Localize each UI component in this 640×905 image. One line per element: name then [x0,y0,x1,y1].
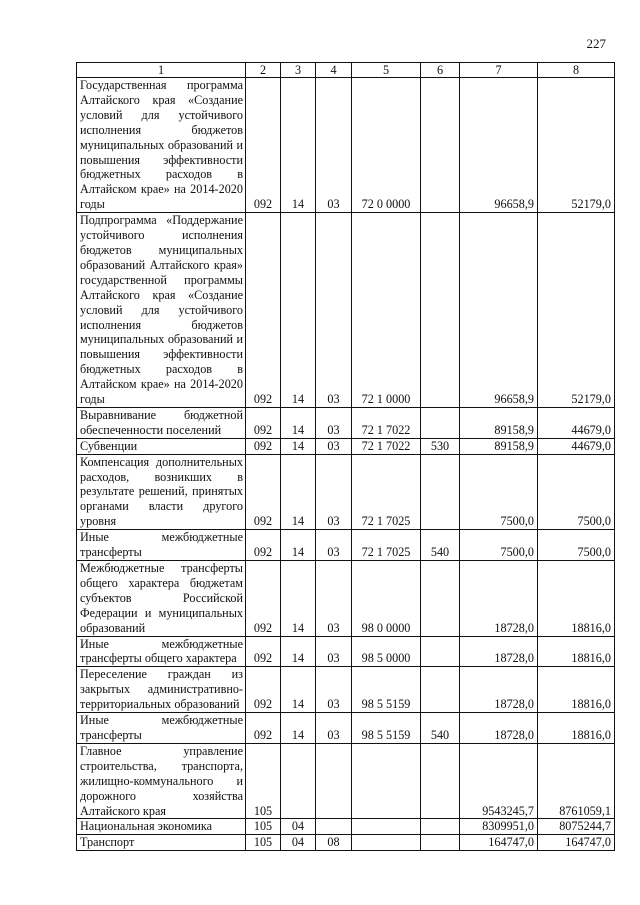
cell-col6 [421,743,460,819]
row-name: Переселение граждан из закрытых административно-территориальных образований [77,667,246,713]
cell-col6 [421,819,460,835]
cell-col6 [421,561,460,637]
table-row [77,667,615,713]
table-row [77,561,615,637]
cell-col5: 98 5 5159 [352,713,421,744]
table-row [77,636,615,667]
row-name: Государственная программа Алтайского края «Создание условий для устойчивого исполнения бюджетов муниципальных образований и повышения эффективности бюджетных расходов в Алтайском крае» на 2014-2020 годы [77,78,246,213]
cell-col2: 105 [246,743,281,819]
row-name: Иные межбюджетные трансферты [77,713,246,744]
cell-col3: 14 [281,530,316,561]
cell-col2: 092 [246,454,281,530]
table-row [77,835,615,851]
cell-col6: 540 [421,530,460,561]
cell-col2: 092 [246,561,281,637]
cell-col7: 89158,9 [460,438,538,454]
cell-col5: 98 0 0000 [352,561,421,637]
row-name: Межбюджетные трансферты общего характера бюджетам субъектов Российской Федерации и муниципальных образований [77,561,246,637]
cell-col8: 7500,0 [538,530,615,561]
cell-col8: 18816,0 [538,636,615,667]
cell-col8: 18816,0 [538,561,615,637]
table-row [77,78,615,213]
cell-col8: 52179,0 [538,213,615,408]
budget-table [76,62,615,851]
cell-col8: 52179,0 [538,78,615,213]
cell-col6 [421,78,460,213]
cell-col3: 14 [281,78,316,213]
cell-col7: 96658,9 [460,213,538,408]
row-name: Иные межбюджетные трансферты общего характера [77,636,246,667]
cell-col7: 89158,9 [460,407,538,438]
column-header: 8 [538,63,615,78]
cell-col6 [421,835,460,851]
cell-col2: 092 [246,213,281,408]
cell-col7: 164747,0 [460,835,538,851]
cell-col5: 72 1 7025 [352,530,421,561]
table-row [77,819,615,835]
cell-col3: 14 [281,713,316,744]
cell-col4: 03 [316,213,352,408]
cell-col6 [421,454,460,530]
column-header: 4 [316,63,352,78]
row-name: Иные межбюджетные трансферты [77,530,246,561]
cell-col8: 7500,0 [538,454,615,530]
cell-col6 [421,213,460,408]
table-row [77,407,615,438]
cell-col3: 14 [281,667,316,713]
cell-col2: 092 [246,667,281,713]
cell-col3: 14 [281,407,316,438]
cell-col5: 72 0 0000 [352,78,421,213]
cell-col2: 105 [246,835,281,851]
cell-col4 [316,743,352,819]
cell-col4: 03 [316,561,352,637]
cell-col4: 03 [316,636,352,667]
table-row [77,530,615,561]
cell-col5: 72 1 0000 [352,213,421,408]
row-name: Транспорт [77,835,246,851]
cell-col8: 44679,0 [538,407,615,438]
cell-col3: 14 [281,213,316,408]
column-header: 1 [77,63,246,78]
cell-col7: 8309951,0 [460,819,538,835]
table-row [77,713,615,744]
page-number: 227 [586,36,606,51]
cell-col5: 72 1 7022 [352,438,421,454]
cell-col8: 8761059,1 [538,743,615,819]
column-header: 6 [421,63,460,78]
cell-col6: 530 [421,438,460,454]
cell-col6 [421,667,460,713]
column-header: 7 [460,63,538,78]
cell-col2: 105 [246,819,281,835]
column-header: 2 [246,63,281,78]
row-name: Главное управление строительства, транспорта, жилищно-коммунального и дорожного хозяйства Алтайского края [77,743,246,819]
table-row [77,454,615,530]
header-row [77,63,615,78]
cell-col4: 03 [316,78,352,213]
cell-col2: 092 [246,438,281,454]
cell-col7: 96658,9 [460,78,538,213]
cell-col8: 8075244,7 [538,819,615,835]
cell-col7: 18728,0 [460,667,538,713]
cell-col4: 03 [316,713,352,744]
cell-col5: 72 1 7025 [352,454,421,530]
cell-col7: 9543245,7 [460,743,538,819]
cell-col4: 03 [316,407,352,438]
cell-col2: 092 [246,636,281,667]
cell-col2: 092 [246,78,281,213]
cell-col3 [281,743,316,819]
cell-col5 [352,835,421,851]
cell-col4: 03 [316,438,352,454]
cell-col4: 03 [316,667,352,713]
row-name: Субвенции [77,438,246,454]
cell-col2: 092 [246,407,281,438]
cell-col5 [352,819,421,835]
row-name: Компенсация дополнительных расходов, возникших в результате решений, принятых органами власти другого уровня [77,454,246,530]
column-header: 5 [352,63,421,78]
cell-col7: 7500,0 [460,530,538,561]
cell-col3: 04 [281,835,316,851]
cell-col4: 03 [316,454,352,530]
cell-col5: 72 1 7022 [352,407,421,438]
cell-col3: 04 [281,819,316,835]
cell-col2: 092 [246,713,281,744]
table-row [77,438,615,454]
cell-col2: 092 [246,530,281,561]
cell-col6 [421,636,460,667]
row-name: Выравнивание бюджетной обеспеченности поселений [77,407,246,438]
cell-col6 [421,407,460,438]
row-name: Подпрограмма «Поддержание устойчивого исполнения бюджетов муниципальных образований Алтайского края» государственной программы Алтайского края «Создание условий для устойчивого исполнения бюджетов муниципальных образований и повышения эффективности бюджетных расходов в Алтайском крае» на 2014-2020 годы [77,213,246,408]
cell-col5: 98 5 0000 [352,636,421,667]
cell-col7: 18728,0 [460,636,538,667]
cell-col3: 14 [281,438,316,454]
cell-col7: 18728,0 [460,713,538,744]
table-row [77,213,615,408]
cell-col5: 98 5 5159 [352,667,421,713]
cell-col4: 03 [316,530,352,561]
cell-col8: 44679,0 [538,438,615,454]
column-header: 3 [281,63,316,78]
cell-col3: 14 [281,561,316,637]
cell-col3: 14 [281,636,316,667]
cell-col4: 08 [316,835,352,851]
cell-col5 [352,743,421,819]
cell-col4 [316,819,352,835]
cell-col8: 164747,0 [538,835,615,851]
cell-col7: 7500,0 [460,454,538,530]
cell-col6: 540 [421,713,460,744]
row-name: Национальная экономика [77,819,246,835]
cell-col8: 18816,0 [538,713,615,744]
cell-col8: 18816,0 [538,667,615,713]
cell-col3: 14 [281,454,316,530]
cell-col7: 18728,0 [460,561,538,637]
table-row [77,743,615,819]
